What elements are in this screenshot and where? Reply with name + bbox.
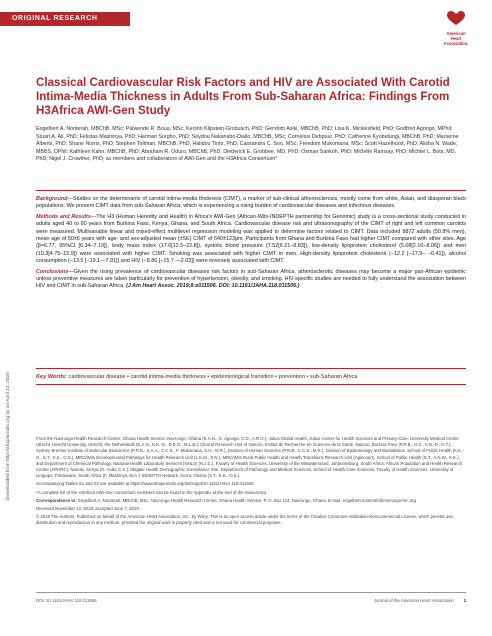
footer-journal-block xyxy=(374,598,466,603)
abstract-methods xyxy=(36,214,466,266)
received-dates: Received November 13, 2018; accepted June 7, 2019. xyxy=(36,506,140,512)
download-note: Downloaded from http://ahajournals.org by on April 23, 2020 xyxy=(6,372,11,500)
correspondence xyxy=(36,498,466,504)
consortium-note: *A complete list of the H3Africa AWI-Gen consortium members can be found in the Appendix at the end of the manuscript. xyxy=(36,489,268,495)
keywords-bottom-divider xyxy=(36,384,466,385)
affiliations: From the Navrongo Health Research Centre, Ghana Health Service, Navrongo, Ghana (E.A.N., G. Agongo, C.D., A.R.O.); Julius Global Health, Julius Center for Health Sciences and Primary Care, University Medical Center Utrecht, Utrecht University, Utrecht, the Netherlands (E.A.N., K.K.-G., D.E.G., M.L.B.); Clinical Research Unit of Nanoro, Institut de Recherche en Sciences de la Santé, Nanoro, Burkina Faso (P.R.B., H.S., S.N.-D., H.T.); Sydney Brenner Institute of Molecular Bioscience (P.R.B., S.A.A., C.C.S., F. Mukomana, S.H., M.R.), Division of Human Genetics (P.R.B., C.C.S., M.R.), Division of Epidemiology and Biostatistics, School of Public Health (K.K.-G., S.T., K.K., O.S.), MRC/Wits Developmental Pathways for Health Research Unit (L.K.M., S.N.), MRC/Wits Rural Public Health and Health Transitions Research Unit (Agincourt), School of Public Health (S.T., A.N.W., K.K.), and Department of Chemical Pathology, National Health Laboratory Services (NHLS) (N.J.C.), Faculty of Health Sciences, University of the Witwatersrand, Johannesburg, South Africa; African Population and Health Research Center (APHRC), Nairobi, Kenya (G. Asiki, C.K.); Dikgale Health Demographic Surveillance Site, Department of Pathology and Medical Sciences, School of Health Care Sciences, Faculty of Health Sciences, University of Limpopo, Polokwane, South Africa (F. Mashinya, M.A.); INDEPTH Network, Accra, Ghana (S.T., K.K., O.S.). xyxy=(36,436,464,479)
citation: (J Am Heart Assoc. 2019;8:e011506. DOI: 10.1161/JAHA.118.011506.) xyxy=(126,283,300,290)
correspondence-label: Correspondence to: xyxy=(36,497,77,503)
affiliations-block xyxy=(36,436,466,529)
aha-logo xyxy=(428,10,484,44)
article-type-banner: ORIGINAL RESEARCH xyxy=(0,12,130,26)
conclusions-label: Conclusions xyxy=(36,268,69,275)
methods-text: —The H3 (Human Heredity and Health) in Africa's AWI-Gen (African-Wits-INDEPTH partnership for Genomic) study is a cross-sectional study conducted in adults aged 40 to 60 years from Burkina Faso, Kenya, Ghana, and South Africa. Cardiovascular disease risk and ultrasonography of the CIMT of right and left common carotids were measured. Multivariable linear and mixed-effect multilevel regression modeling was applied to determine factors related to CIMT. Data included 8872 adults (50.8% men), mean age of 50±6 years with age- and sex-adjusted mean (±SE) CIMT of 640±123μm. Participants from Ghana and Burkina Faso had higher CIMT compared with other sites. Age (β=6.77, 95%CI [6.34–7.19]), body mass index (17.6[12.5–22.8]), systolic blood pressure (7.52[6.21–8.83]), low-density lipoprotein cholesterol (5.08[2.10–8.06]) and men (10.3[4.75–15.9]) were associated with higher CIMT. Smoking was associated with higher CIMT in men. High-density lipoprotein cholesterol (−12.2 [−17.9– −6.41]), alcohol consumption (−13.5 [−19.1—7.91]) and HIV (−8.86 [−15.7 —2.03]) were inversely associated with CIMT. xyxy=(36,213,466,265)
keywords-top-divider xyxy=(36,368,466,369)
article-title: Classical Cardiovascular Risk Factors and HIV are Associated With Carotid Intima-Media Thickness in Adults From Sub-Saharan Africa: Findings From H3Africa AWI-Gen Study xyxy=(36,76,450,117)
author-list: Engelbert A. Nonterah, MBChB, MSc; Palwende R. Boua, MSc; Kerstin Klipstein-Grobusch, PhD; Gershim Asiki, MBChB, PhD; Lisa K. Micklesfield, PhD; Godfred Agongo, MPhil; Stuart A. Ali, PhD; Felistas Mashinya, PhD; Herman Sorgho, PhD; Seydou Nakanabo-Diallo, MBChB, MSc; Cornelius Debpuur, PhD; Catherine Kyobutungi, MBChB, PhD; Marianne Alberts, PhD; Shane Norris, PhD; Stephen Tollman, MBChB, PhD; Halidou Tinto, PhD; Cassandra C. Soo, MSc; Freedom Mukomana, MSc; Scott Hazelhurst, PhD; Alisha N. Wade, MBBS, DPhil; Kathleen Kahn, MBChB, PhD; Abraham R. Oduro, MBChB, PhD; Diederick E. Grobbee, MD, PhD; Osman Sankoh, PhD; Michèle Ramsay, PhD; Michiel L. Bots, MD, PhD; Nigel J. Crowther, PhD; as members and collaborators of AWI-Gen and the H3Africa Consortium* xyxy=(36,126,459,163)
heart-torch-icon xyxy=(446,10,466,26)
footer-divider xyxy=(36,592,466,593)
abstract-top-divider xyxy=(36,190,466,191)
logo-line-2: Heart xyxy=(450,36,462,41)
keywords xyxy=(36,374,476,380)
correspondence-text: Engelbert A. Nonterah, MBChB, MSc, Navrongo Health Research Centre, Ghana Health Service, P. O. Box 114, Navrongo, Ghana. E-mail: engelbert.nonterah@navrongo-hrc.org xyxy=(78,497,416,503)
abstract-background xyxy=(36,196,466,211)
page-number: 1 xyxy=(463,598,466,603)
footer-journal: Journal of the American Heart Association xyxy=(373,598,454,603)
abstract-conclusions xyxy=(36,269,466,291)
conclusions-text: —Given the rising prevalence of cardiovascular diseases risk factors in sub-Saharan Africa, atherosclerotic diseases may become a major pan-African epidemic unless preventive measures are taken particularly for prevention of hypertension, obesity, and smoking. HIV-specific studies are needed to fully understand the association between HIV and CIMT in sub-Saharan Africa. xyxy=(36,268,466,290)
methods-label: Methods and Results xyxy=(36,213,91,220)
page-footer xyxy=(36,598,466,603)
logo-line-3: Association. xyxy=(443,41,469,46)
background-label: Background xyxy=(36,196,68,202)
background-text: —Studies on the determinants of carotid intima-media thickness (CIMT), a marker of sub-clinical atherosclerosis, mostly come from white, Asian, and diasporan black populations. We present CIMT data from sub-Saharan Africa, which is experiencing a rising burden of cardiovascular diseases and infectious diseases. xyxy=(36,196,466,210)
keywords-text: cardiovascular disease • carotid intima-media thickness • epidemiological transition • prevention • sub-Saharan Africa xyxy=(68,374,358,380)
footer-doi: DOI: 10.1161/JAHA.118.011506 xyxy=(36,598,97,603)
keywords-label: Key Words: xyxy=(36,374,67,380)
abstract xyxy=(36,196,466,294)
copyright: © 2019 The Authors. Published on behalf of the American Heart Association, Inc., by Wiley. This is an open access article under the terms of the Creative Commons Attribution-NonCommercial License, which permits use, distribution and reproduction in any medium, provided the original work is properly cited and is not used for commercial purposes. xyxy=(36,514,455,526)
supplementary-note: Accompanying Tables S1 and S2 are available at https://www.ahajournals.org/doi/suppl/10.1161/JAHA.118.011506 xyxy=(36,481,254,487)
logo-line-1: American xyxy=(446,31,466,36)
